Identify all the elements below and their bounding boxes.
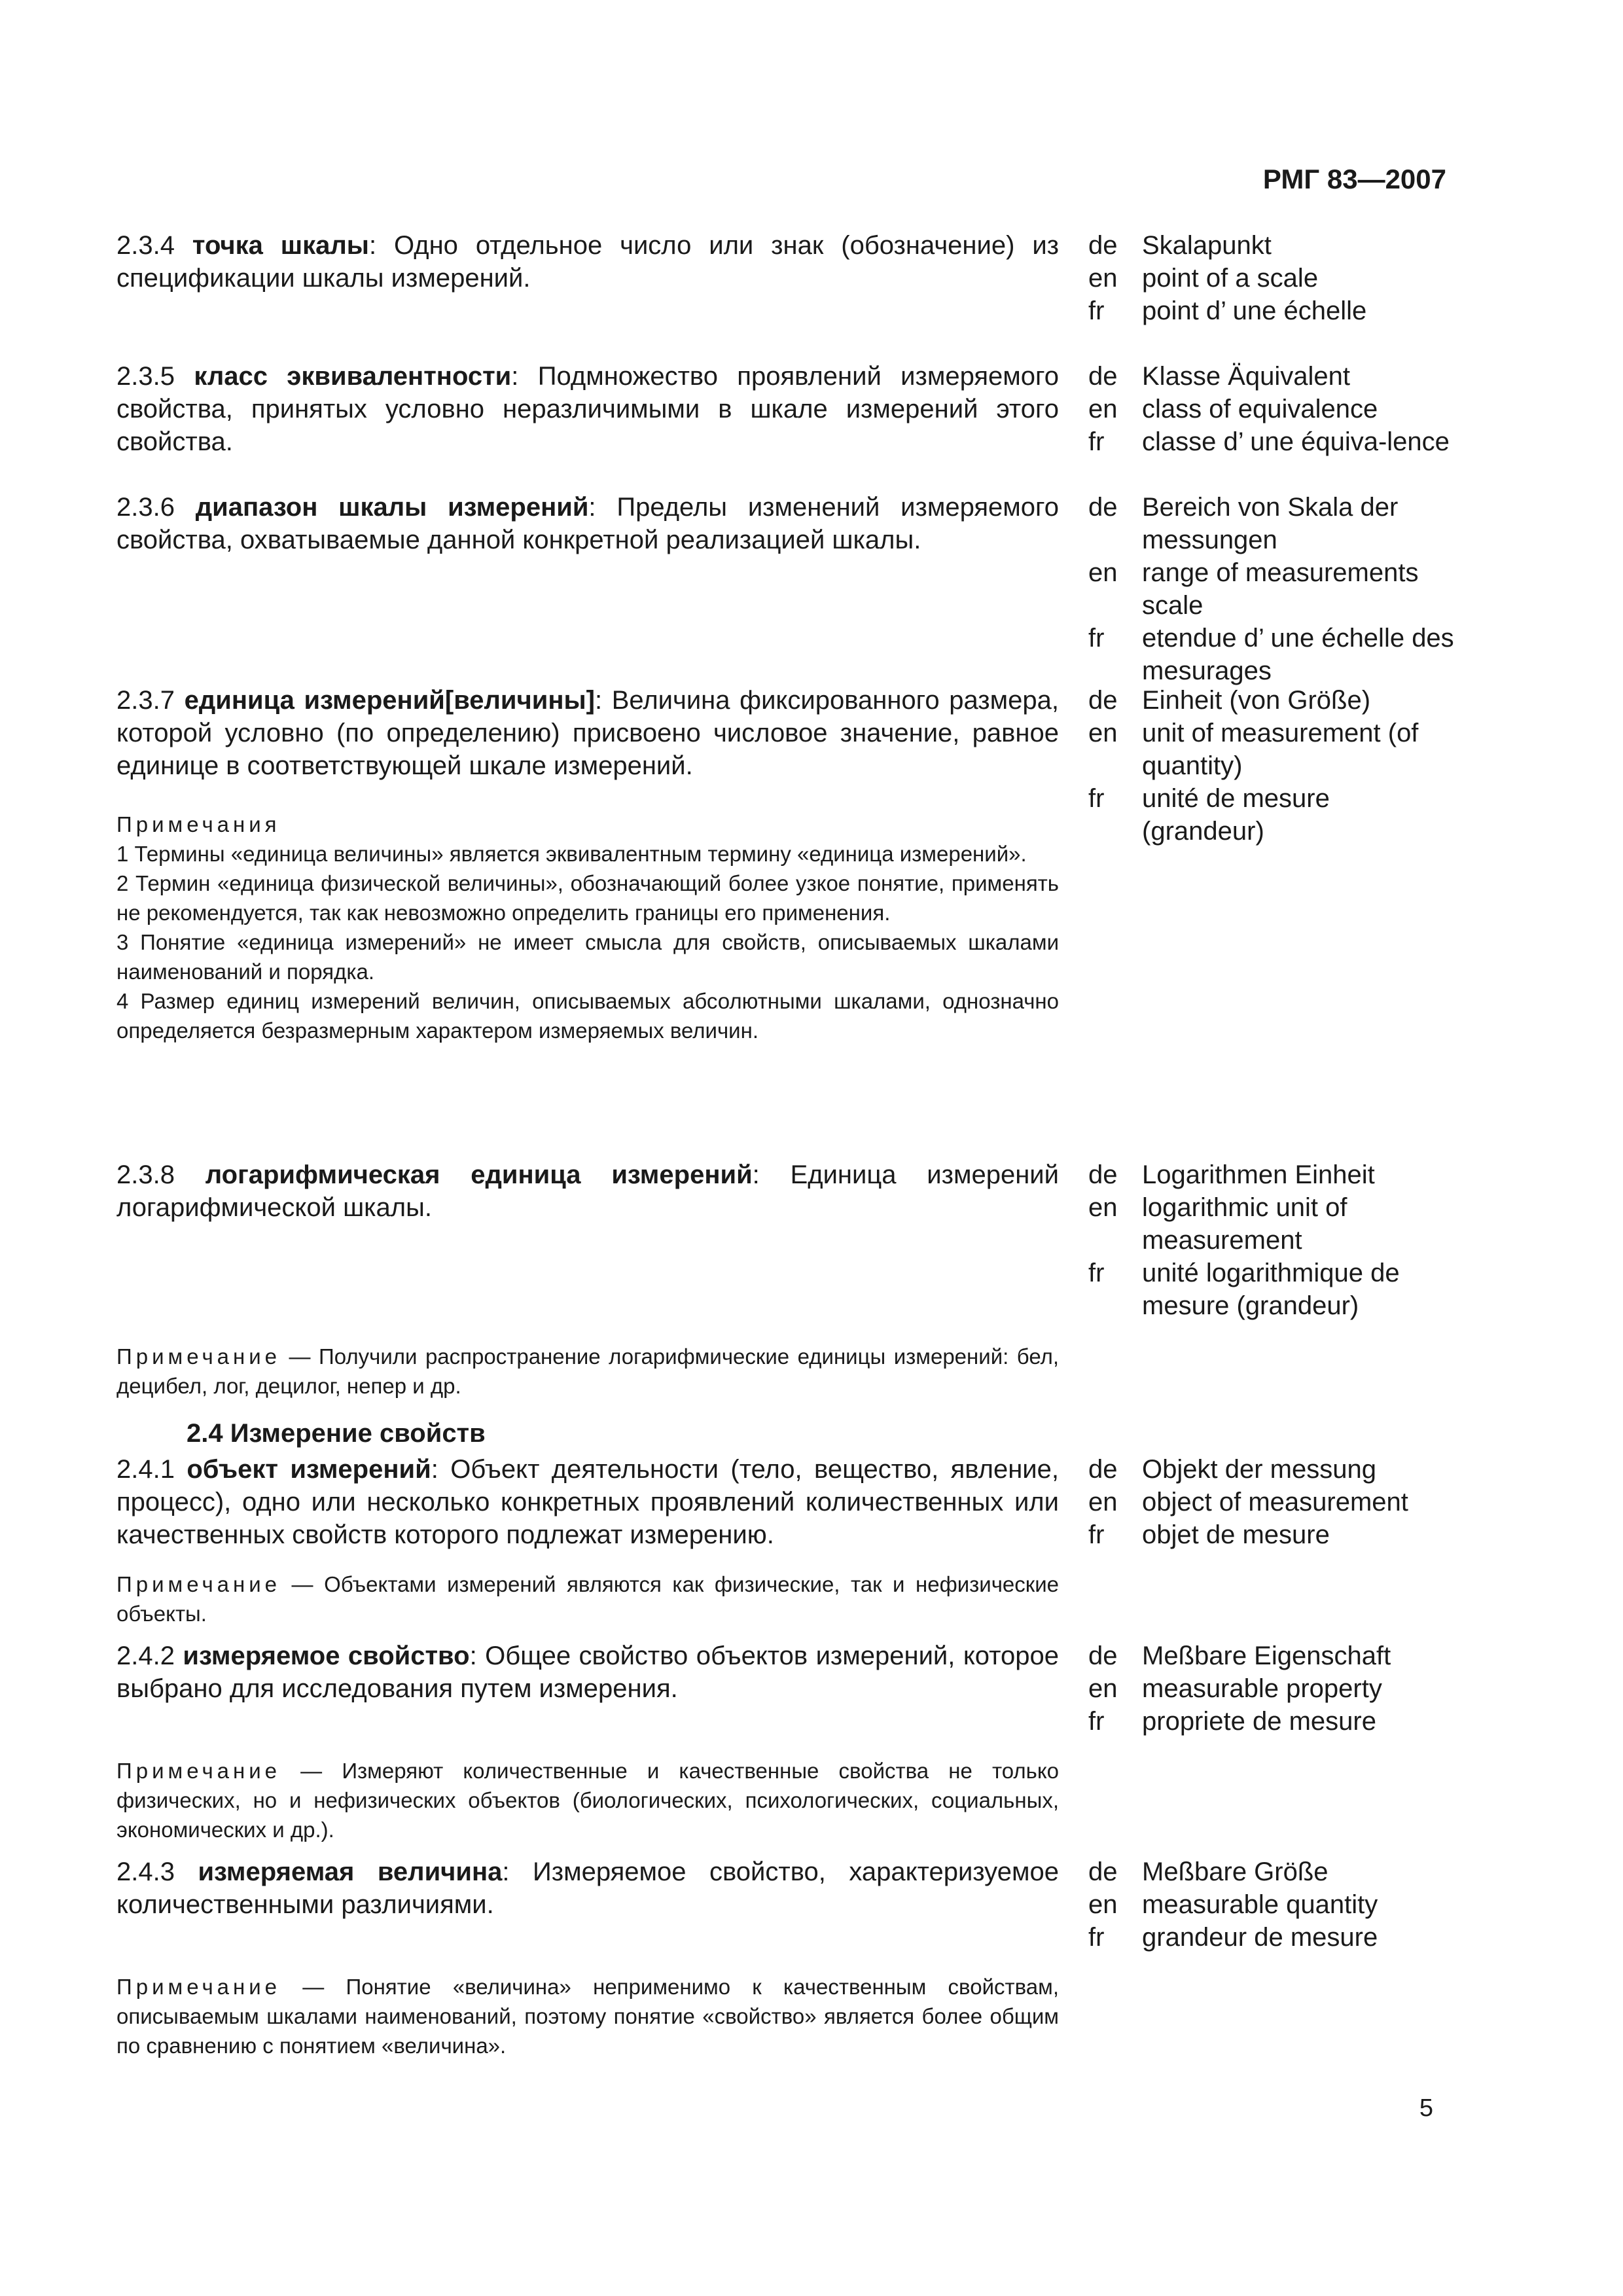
lang-code: de — [1088, 1160, 1118, 1189]
translation-text: propriete de mesure — [1142, 1707, 1376, 1736]
translation-text: unité de mesure (grandeur) — [1142, 784, 1330, 846]
translation-text: class of equivalence — [1142, 395, 1378, 423]
entry-definition: Подмножество проявлений измеряемого свойства, принятых условно неразличимыми в шкале измерений этого свойства. — [116, 362, 1059, 456]
lang-code: fr — [1088, 624, 1105, 653]
translations — [1088, 491, 1455, 687]
entry-term: точка шкалы — [192, 231, 369, 260]
entry-number: 2.3.6 — [116, 493, 175, 522]
entry-definition: Пределы изменений измеряемого свойства, охватываемые данной конкретной реализацией шкалы. — [116, 493, 1059, 554]
entry-term: логарифмическая единица измерений — [205, 1160, 753, 1189]
entry-term: измеряемая величина — [198, 1857, 503, 1886]
lang-code: de — [1088, 1857, 1118, 1886]
lang-code: en — [1088, 1193, 1118, 1222]
note-label: Примечание — [116, 1975, 281, 1999]
lang-code: en — [1088, 1488, 1118, 1516]
translation-text: point d’ une échelle — [1142, 296, 1367, 325]
entry-definition: Одно отдельное число или знак (обозначение) из спецификации шкалы измерений. — [116, 231, 1060, 293]
translations — [1088, 1158, 1455, 1322]
entry-definition: Величина фиксированного размера, которой условно (по определению) присвоено числовое значение, равное единице в соответствующей шкале измерений. — [116, 686, 1059, 780]
entry-definition: Объект деятельности (тело, вещество, явление, процесс), одно или несколько конкретных проявлений количественных или качественных свойств которого подлежат измерению. — [116, 1455, 1059, 1549]
lang-code: de — [1088, 1455, 1118, 1484]
page-number: 5 — [1419, 2094, 1433, 2122]
translations — [1088, 360, 1455, 458]
translation-text: Bereich von Skala der messungen — [1142, 493, 1399, 554]
translations — [1088, 1856, 1455, 1954]
note-label: Примечание — [116, 1572, 281, 1596]
translation-text: objet de mesure — [1142, 1520, 1330, 1549]
lang-code: fr — [1088, 1259, 1105, 1287]
translations — [1088, 1453, 1455, 1551]
lang-code: en — [1088, 264, 1118, 293]
entry-number: 2.3.5 — [116, 362, 175, 391]
translations — [1088, 684, 1455, 848]
translation-text: unit of measurement (of quantity) — [1142, 719, 1419, 780]
document-page: РМГ 83—2007 2.3.4 точка шкалы: Одно отдельное число или знак (обозначение) из спецификации шкалы измерений. de Skalapunkt en point of a scale fr point d’ une échelle 2.3.5 класс эквивалентности: Подмножество проявлений измеряемого свойства, принятых условно неразличимыми в шкале измерений этого свойства. de Klasse Äquivalent en class of equivalence fr classe d’ une équiva-lence 2.3.6 диапазон шкалы измерений: Пределы изменений измеряемого свойства, охватываемые данной конкретной реализацией шкалы. de Bereich von Skala der messungen en range of measurements scale fr etendue d’ une échelle des mesurages 2.3.7 единица измерений[величины]: Величина фиксированного размера, которой условно (по определению) присвоено числовое значение, равное единице в соответствующей шкале измерений. Примечания 1 Термины «единица величины» является эквивалентным термину «единица измерений». 2 Термин «единица физической величины», обозначающий более узкое понятие, применять не рекомендуется, так как невозможно определить границы его применения. 3 Понятие «единица измерений» не имеет смысла для свойств, описываемых шкалами наименований и порядка. 4 Размер единиц измерений величин, описываемых абсолютными шкалами, однозначно определяется безразмерным характером измеряемых величин. de Einheit (von Größe) en unit of measurement (of quantity) fr unité de mesure (grandeur) 2.3.8 логарифмическая единица измерений: Единица измерений логарифмической шкалы. de Logarithmen Einheit en logarithmic unit of measurement fr unité logarithmique de mesure (grandeur) Примечание — Получили распространение логарифмические единицы измерений: бел, децибел, лог, децилог, непер и др. 2.4 Измерение свойств 2.4.1 объект измерений: Объект деятельности (тело, вещество, явление, процесс), одно или несколько конкретных проявлений количественных или качественных свойств которого подлежат измерению. Примечание — Объектами измерений являются как физические, так и нефизические объекты. de Objekt der messung en object of measurement fr objet de mesure 2.4.2 измеряемое свойство: Общее свойство объектов измерений, которое выбрано для исследования путем измерения. Примечание — Измеряют количественные и качественные свойства не только физических, но и нефизических объектов (биологических, психологических, социальных, экономических и др.). de Meßbare Eigenschaft en measurable property fr propriete de mesure 2.4.3 измеряемая величина: Измеряемое свойство, характеризуемое количественными различиями. Примечание — Понятие «величина» неприменимо к качественным свойствам, описываемым шкалами наименований, поэтому понятие «свойство» является более общим по сравнению с понятием «величина». de Meßbare Größe en measurable quantity fr grandeur de mesure 5 — [116, 164, 1454, 2122]
translation-text: grandeur de mesure — [1142, 1923, 1378, 1952]
lang-code: en — [1088, 395, 1118, 423]
entry-definition: Единица измерений логарифмической шкалы. — [116, 1160, 1059, 1222]
lang-code: de — [1088, 493, 1118, 522]
note-text: — Получили распространение логарифмические единицы измерений: бел, децибел, лог, децилог, непер и др. — [116, 1344, 1060, 1398]
entry-term: класс эквивалентности — [194, 362, 512, 391]
note-text: — Понятие «величина» неприменимо к качественным свойствам, описываемым шкалами наименований, поэтому понятие «свойство» является более общим по сравнению с понятием «величина». — [116, 1975, 1059, 2058]
section-title: 2.4 Измерение свойств — [187, 1419, 486, 1448]
note-item: 2 Термин «единица физической величины», обозначающий более узкое понятие, применять не рекомендуется, так как невозможно определить границы его применения. — [116, 871, 1059, 925]
note-item: 3 Понятие «единица измерений» не имеет смысла для свойств, описываемых шкалами наименований и порядка. — [116, 930, 1059, 984]
note-item: 1 Термины «единица величины» является эквивалентным термину «единица измерений». — [116, 842, 1027, 866]
document-id: РМГ 83—2007 — [1262, 164, 1446, 194]
lang-code: fr — [1088, 1923, 1105, 1952]
translations — [1088, 229, 1455, 327]
translation-text: Objekt der messung — [1142, 1455, 1376, 1484]
translation-text: unité logarithmique de mesure (grandeur) — [1142, 1259, 1400, 1320]
translation-text: classe d’ une équiva-lence — [1142, 427, 1450, 456]
entry-term: объект измерений — [187, 1455, 431, 1484]
lang-code: fr — [1088, 1707, 1105, 1736]
lang-code: de — [1088, 362, 1118, 391]
note-label: Примечание — [116, 1344, 281, 1369]
lang-code: fr — [1088, 1520, 1105, 1549]
entry-term: измеряемое свойство — [183, 1641, 470, 1670]
translation-text: Einheit (von Größe) — [1142, 686, 1371, 715]
translation-text: Logarithmen Einheit — [1142, 1160, 1375, 1189]
entry-definition: Общее свойство объектов измерений, которое выбрано для исследования путем измерения. — [116, 1641, 1060, 1703]
translation-text: Meßbare Größe — [1142, 1857, 1329, 1886]
lang-code: fr — [1088, 427, 1105, 456]
translation-text: etendue d’ une échelle des mesurages — [1142, 624, 1454, 685]
lang-code: en — [1088, 1674, 1118, 1703]
note-text: — Объектами измерений являются как физические, так и нефизические объекты. — [116, 1572, 1060, 1626]
note-text: — Измеряют количественные и качественные свойства не только физических, но и нефизических объектов (биологических, психологических, социальных, экономических и др.). — [116, 1759, 1059, 1842]
translation-text: point of a scale — [1142, 264, 1319, 293]
translation-text: Skalapunkt — [1142, 231, 1272, 260]
entry-number: 2.3.7 — [116, 686, 175, 715]
entry-number: 2.3.8 — [116, 1160, 175, 1189]
entry-number: 2.4.1 — [116, 1455, 175, 1484]
translation-text: object of measurement — [1142, 1488, 1408, 1516]
translation-text: range of measurements scale — [1142, 558, 1419, 620]
entry-definition: Измеряемое свойство, характеризуемое количественными различиями. — [116, 1857, 1059, 1919]
note-item: 4 Размер единиц измерений величин, описываемых абсолютными шкалами, однозначно определяется безразмерным характером измеряемых величин. — [116, 989, 1059, 1043]
entry-number: 2.3.4 — [116, 231, 175, 260]
translation-text: logarithmic unit of measurement — [1142, 1193, 1347, 1255]
entry-term: единица измерений[величины] — [184, 686, 595, 715]
lang-code: en — [1088, 719, 1118, 747]
translation-text: Klasse Äquivalent — [1142, 362, 1350, 391]
entry-term: диапазон шкалы измерений — [195, 493, 589, 522]
lang-code: fr — [1088, 296, 1105, 325]
lang-code: en — [1088, 1890, 1118, 1919]
translation-text: measurable quantity — [1142, 1890, 1378, 1919]
lang-code: en — [1088, 558, 1118, 587]
note-label: Примечание — [116, 1759, 281, 1783]
lang-code: de — [1088, 231, 1118, 260]
notes-title: Примечания — [116, 812, 281, 836]
translations — [1088, 1640, 1455, 1738]
translation-text: measurable property — [1142, 1674, 1382, 1703]
lang-code: de — [1088, 686, 1118, 715]
entry-number: 2.4.3 — [116, 1857, 175, 1886]
lang-code: de — [1088, 1641, 1118, 1670]
lang-code: fr — [1088, 784, 1105, 813]
entry-number: 2.4.2 — [116, 1641, 175, 1670]
translation-text: Meßbare Eigenschaft — [1142, 1641, 1391, 1670]
